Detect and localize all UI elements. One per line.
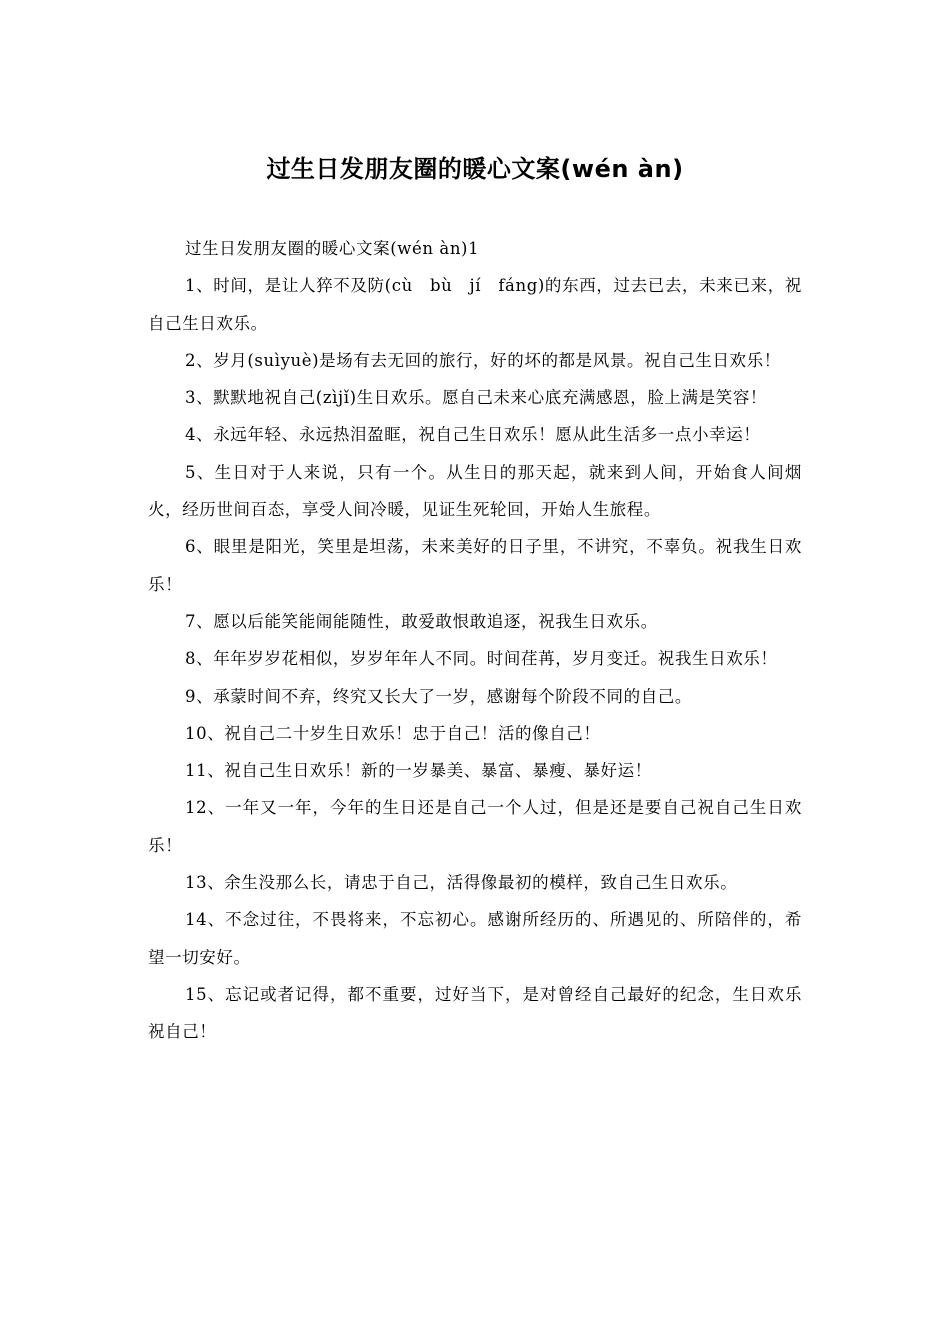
paragraph-5: 5、生日对于人来说，只有一个。从生日的那天起，就来到人间，开始食人间烟火，经历世间百态，享受人间冷暖，见证生死轮回，开始人生旅程。: [148, 462, 802, 520]
paragraph-7: 7、愿以后能笑能闹能随性，敢爱敢恨敢追逐，祝我生日欢乐。: [185, 611, 658, 631]
paragraph-13: 13、余生没那么长，请忠于自己，活得像最初的模样，致自己生日欢乐。: [185, 873, 738, 893]
paragraph-15: 15、忘记或者记得，都不重要，过好当下，是对曾经自己最好的纪念，生日欢乐祝自己！: [148, 984, 802, 1042]
paragraph-2: 2、岁月(suìyuè)是场有去无回的旅行，好的坏的都是风景。祝自己生日欢乐！: [185, 350, 781, 370]
paragraph-4: 4、永远年轻、永远热泪盈眶，祝自己生日欢乐！愿从此生活多一点小幸运！: [185, 425, 761, 445]
document-title: 过生日发朋友圈的暖心文案(wén àn): [266, 155, 684, 183]
paragraph-14: 14、不念过往，不畏将来，不忘初心。感谢所经历的、所遇见的、所陪伴的，希望一切安好。: [148, 910, 802, 967]
paragraph-8: 8、年年岁岁花相似，岁岁年年人不同。时间荏苒，岁月变迁。祝我生日欢乐！: [185, 649, 778, 669]
paragraph-9: 9、承蒙时间不弃，终究又长大了一岁，感谢每个阶段不同的自己。: [185, 686, 692, 706]
paragraph-1: 1、时间，是让人猝不及防(cù bù jí fáng)的东西，过去已去，未来已来，祝自己生日欢乐。: [148, 276, 802, 333]
paragraph-6: 6、眼里是阳光，笑里是坦荡，未来美好的日子里，不讲究，不辜负。祝我生日欢乐！: [148, 537, 802, 594]
paragraph-3: 3、默默地祝自己(zìjǐ)生日欢乐。愿自己未来心底充满感恩，脸上满是笑容！: [185, 388, 768, 408]
paragraph-12: 12、一年又一年，今年的生日还是自己一个人过，但是还是要自己祝自己生日欢乐！: [148, 798, 802, 855]
section-heading: 过生日发朋友圈的暖心文案(wén àn)1: [185, 239, 480, 258]
document-body: [148, 230, 802, 1051]
paragraph-10: 10、祝自己二十岁生日欢乐！忠于自己！活的像自己！: [185, 723, 601, 743]
paragraph-11: 11、祝自己生日欢乐！新的一岁暴美、暴富、暴瘦、暴好运！: [185, 761, 652, 781]
